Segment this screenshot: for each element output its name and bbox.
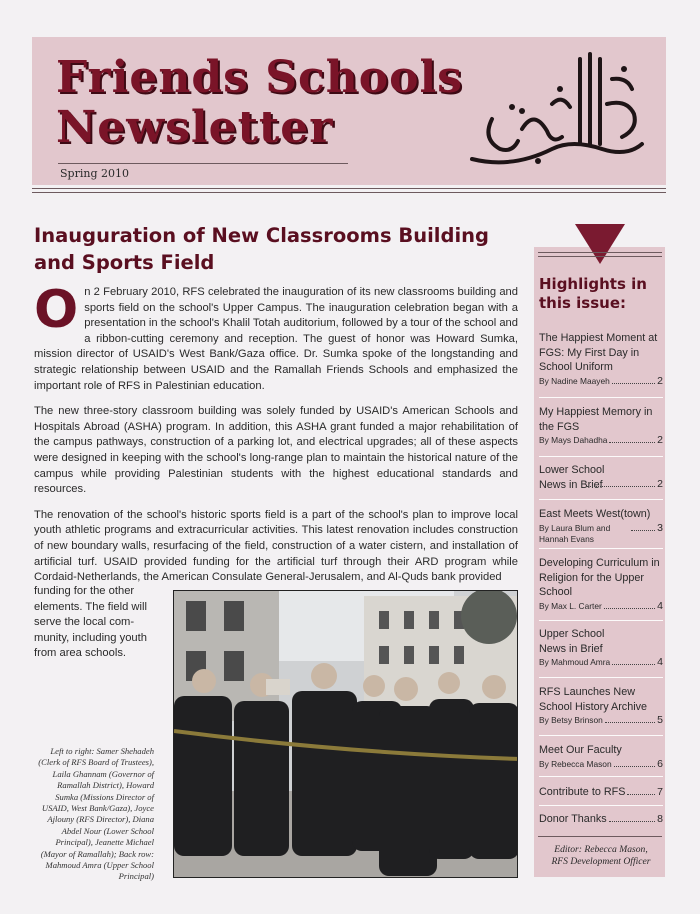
- title-line-1: Friends Schools: [56, 52, 463, 103]
- drop-cap: O: [34, 280, 79, 340]
- highlight-page: 5: [657, 714, 663, 726]
- highlight-author: By Mahmoud Amra: [539, 657, 611, 667]
- highlight-title: Meet Our Faculty: [539, 744, 622, 756]
- masthead-divider: [58, 163, 348, 164]
- highlight-page: 6: [657, 757, 663, 770]
- highlight-item[interactable]: [539, 556, 663, 612]
- sidebar-rule-bottom: [538, 256, 662, 257]
- article-paragraph-3-continued: funding for the other elements. The field will serve the local com- munity, including youth from area schools.: [34, 585, 147, 660]
- highlight-page: 3: [657, 521, 663, 534]
- highlight-item[interactable]: [539, 463, 663, 490]
- sidebar-editor-rule: [538, 836, 662, 837]
- editor-credit: Editor: Rebecca Mason, RFS Development Officer: [551, 844, 651, 867]
- highlight-item[interactable]: [539, 405, 663, 446]
- triangle-marker-icon: [575, 224, 625, 264]
- highlight-page: 8: [657, 813, 663, 825]
- highlight-page: 4: [657, 656, 663, 668]
- highlight-author: By Laura Blum and Hannah Evans: [539, 522, 611, 544]
- highlight-item[interactable]: [539, 627, 663, 668]
- highlight-author: By Rebecca Mason: [539, 758, 612, 769]
- highlight-page: 7: [657, 786, 663, 798]
- article-headline: Inauguration of New Classrooms Building and Sports Field: [34, 224, 489, 274]
- highlight-title: Lower School News in Brief: [539, 464, 605, 491]
- highlight-item[interactable]: [539, 685, 663, 726]
- highlight-title: Donor Thanks: [539, 813, 607, 825]
- photo-caption: Left to right: Samer Shehadeh (Clerk of RFS Board of Trustees), Laila Ghannam (Governor of Ramallah District), Howard Sumka (Missions Director of USAID, West Bank/Gaza), Joyce Ajlouny (RFS Director), Diana Abdel Nour (Lower School Principal), Jeanette Michael (Mayor of Ramallah); Back row: Mahmoud Amra (Upper School Principal): [38, 746, 154, 882]
- highlights-heading: Highlights in this issue:: [539, 275, 647, 312]
- sidebar-rule-top: [538, 252, 662, 253]
- highlight-title: Contribute to RFS: [539, 786, 626, 798]
- highlight-item[interactable]: [539, 743, 663, 770]
- highlight-page: 2: [657, 374, 663, 387]
- highlight-item[interactable]: [539, 331, 663, 387]
- article-body: [34, 280, 518, 596]
- highlight-title: Developing Curriculum in Religion for the Upper School: [539, 557, 660, 598]
- article-paragraph-2: The new three-story classroom building was solely funded by USAID's American Schools and Hospitals Abroad (ASHA) program. In addition, this ASHA grant funded a major rehabilitation of the campus pathways, construction of a parking lot, and electrical upgrades; all of these aspects were designed in keeping with the school's long-range plan to maintain the historical nature of the campus while providing Palestinian students with the highest educational standards and resources.: [34, 405, 518, 496]
- highlight-author: By Betsy Brinson: [539, 715, 603, 725]
- highlight-page: 2: [657, 478, 663, 490]
- highlight-title: My Happiest Memory in the FGS: [539, 406, 653, 433]
- highlight-title: East Meets West(town): [539, 508, 651, 520]
- highlight-author: By Mays Dahadha: [539, 435, 608, 445]
- highlight-author: By Max L. Carter: [539, 600, 602, 611]
- masthead-rule-top: [32, 188, 666, 189]
- article-paragraph-1: On 2 February 2010, RFS celebrated the inauguration of its new classrooms building and sports field on the school's Upper Campus. The inauguration celebration began with a presentation in the school's Khalil Totah auditorium, followed by a tour of the school and a ribbon-cutting ceremony and reception. The guest of honor was Howard Sumka, mission director of USAID's West Bank/Gaza office. Dr. Sumka spoke of the longstanding and strategic relationship between USAID and the Ramallah Friends Schools and emphasized the important role of RFS in Palestinian education.: [34, 280, 518, 392]
- highlight-item[interactable]: [539, 785, 663, 800]
- newsletter-title: [56, 53, 463, 153]
- photo-illustration: [174, 591, 518, 878]
- highlight-item[interactable]: [539, 812, 663, 827]
- highlight-author: By Nadine Maayeh: [539, 375, 610, 386]
- ribbon-cutting-photo: [173, 590, 518, 878]
- article-paragraph-3: The renovation of the school's historic sports field is a part of the school's plan to improve local youth athletic programs and extracurricular activities. This latest renovation includes construction of new boundary walls, resurfacing of the field, construction of a water cistern, and installation of artificial turf. USAID provided funding for the artificial turf through their ARD program while Cordaid-Netherlands, the American Consulate General-Jerusalem, and Al-Quds bank provided: [34, 508, 518, 584]
- arabic-calligraphy-logo-icon: [452, 49, 652, 175]
- highlight-title: RFS Launches New School History Archive: [539, 686, 648, 713]
- highlight-page: 2: [657, 434, 663, 446]
- highlight-page: 4: [657, 599, 663, 612]
- highlight-title: Upper School News in Brief: [539, 628, 605, 655]
- issue-date: Spring 2010: [60, 167, 129, 180]
- masthead-rule-bottom: [32, 192, 666, 193]
- highlight-title: The Happiest Moment at FGS: My First Day in School Uniform: [539, 332, 658, 373]
- masthead: [32, 37, 666, 185]
- title-line-2: Newsletter: [56, 102, 334, 153]
- highlight-item[interactable]: [539, 507, 663, 545]
